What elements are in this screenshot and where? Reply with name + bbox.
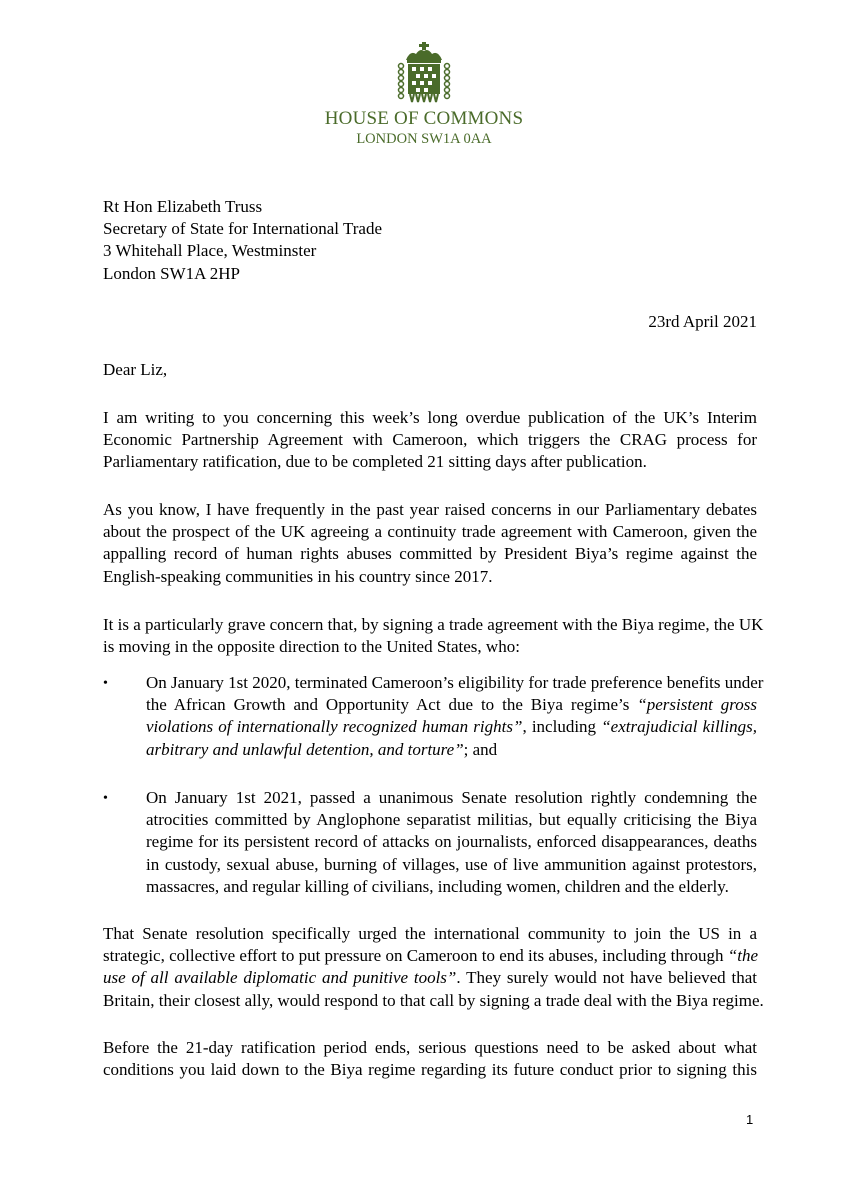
text-run: ; and — [463, 739, 498, 759]
text-line — [146, 854, 757, 876]
salutation — [103, 359, 757, 381]
italic-quote: “the — [727, 946, 758, 966]
paragraph — [103, 1037, 757, 1081]
recipient-line: 3 Whitehall Place, Westminster — [103, 241, 317, 261]
text-run: massacres, and regular killing of civilians, including women, children and the elderly. — [146, 876, 729, 896]
paragraph — [103, 407, 757, 474]
italic-quote: “extrajudicial killings, — [601, 717, 757, 737]
text-run: the African Growth and Opportunity Act due to the Biya regime’s — [146, 695, 638, 715]
text-line — [103, 990, 764, 1012]
page-number: 1 — [746, 1112, 754, 1127]
text-line — [103, 521, 757, 543]
bullet-marker: • — [103, 791, 108, 806]
text-run: conditions you laid down to the Biya regime regarding its future conduct prior to signing this — [103, 1060, 757, 1080]
text-run: in custody, sexual abuse, burning of villages, use of live ammunition against protestors, — [146, 854, 757, 874]
text-line — [103, 407, 757, 429]
text-line — [103, 614, 764, 636]
text-run: English-speaking communities in his country since 2017. — [103, 566, 493, 586]
letterhead — [0, 42, 848, 148]
text-run: , including — [522, 717, 602, 737]
text-line — [146, 831, 757, 853]
text-run: As you know, I have frequently in the past year raised concerns in our Parliamentary debates — [103, 500, 757, 519]
italic-quote: arbitrary and unlawful detention, and torture” — [146, 739, 464, 759]
paragraph — [103, 499, 757, 588]
portcullis-crest-icon — [392, 42, 456, 106]
recipient-address — [103, 196, 757, 285]
text-line — [103, 636, 757, 658]
italic-quote: “persistent gross — [637, 695, 757, 715]
text-line — [103, 923, 757, 945]
text-run: On January 1st 2020, terminated Cameroon’s eligibility for trade preference benefits under — [146, 673, 764, 692]
text-line — [146, 694, 757, 716]
text-line — [103, 451, 757, 473]
text-run: Britain, their closest ally, would respond to that call by signing a trade deal with the Biya regime. — [103, 990, 764, 1010]
letter-date: 23rd April 2021 — [648, 312, 757, 331]
recipient-line: Rt Hon Elizabeth Truss — [103, 197, 263, 216]
text-run: It is a particularly grave concern that, by signing a trade agreement with the Biya regime, the UK — [103, 615, 764, 634]
text-line — [146, 672, 764, 694]
text-line — [103, 1059, 757, 1081]
text-run: strategic, collective effort to put pressure on Cameroon to end its abuses, including through — [103, 946, 728, 966]
recipient-line: London SW1A 2HP — [103, 263, 240, 283]
text-run: appalling record of human rights abuses committed by President Biya’s regime against the — [103, 544, 757, 564]
salutation-text: Dear Liz, — [103, 360, 168, 379]
letterhead-org: HOUSE OF COMMONS — [324, 108, 524, 129]
paragraph — [103, 923, 764, 1012]
text-run: I am writing to you concerning this week’s long overdue publication of the UK’s Interim — [103, 408, 757, 427]
text-line — [103, 967, 757, 989]
text-run: regime for its persistent record of attacks on journalists, enforced disappearances, deaths — [146, 832, 757, 852]
text-run: Before the 21-day ratification period ends, serious questions need to be asked about what — [103, 1038, 757, 1057]
text-run: atrocities committed by Anglophone separatist militias, but equally criticising the Biya — [146, 810, 757, 830]
text-run: Parliamentary ratification, due to be completed 21 sitting days after publication. — [103, 452, 647, 472]
text-run: Economic Partnership Agreement with Cameroon, which triggers the CRAG process for — [103, 430, 757, 450]
bullet-item — [146, 787, 757, 898]
bullet-marker: • — [103, 676, 108, 691]
text-run: . They surely would not have believed that — [456, 968, 757, 988]
italic-quote: use of all available diplomatic and punitive tools” — [103, 968, 457, 988]
text-line — [103, 543, 757, 565]
letterhead-address: LONDON SW1A 0AA — [356, 131, 492, 147]
text-line — [146, 716, 757, 738]
text-line — [146, 787, 757, 809]
text-line — [103, 429, 757, 451]
recipient-line: Secretary of State for International Trade — [103, 219, 382, 239]
paragraph — [103, 614, 764, 658]
text-run: That Senate resolution specifically urged the international community to join the US in a — [103, 924, 757, 943]
text-line — [103, 566, 757, 588]
text-run: is moving in the opposite direction to the United States, who: — [103, 637, 520, 657]
bullet-item — [146, 672, 764, 761]
italic-quote: violations of internationally recognized human rights” — [146, 717, 523, 737]
text-line — [146, 809, 757, 831]
text-line — [146, 876, 757, 898]
text-line — [103, 945, 757, 967]
text-line — [103, 499, 757, 521]
text-run: On January 1st 2021, passed a unanimous Senate resolution rightly condemning the — [146, 788, 757, 807]
text-run: about the prospect of the UK agreeing a continuity trade agreement with Cameroon, given the — [103, 522, 757, 542]
text-line — [146, 739, 757, 761]
text-line — [103, 1037, 757, 1059]
